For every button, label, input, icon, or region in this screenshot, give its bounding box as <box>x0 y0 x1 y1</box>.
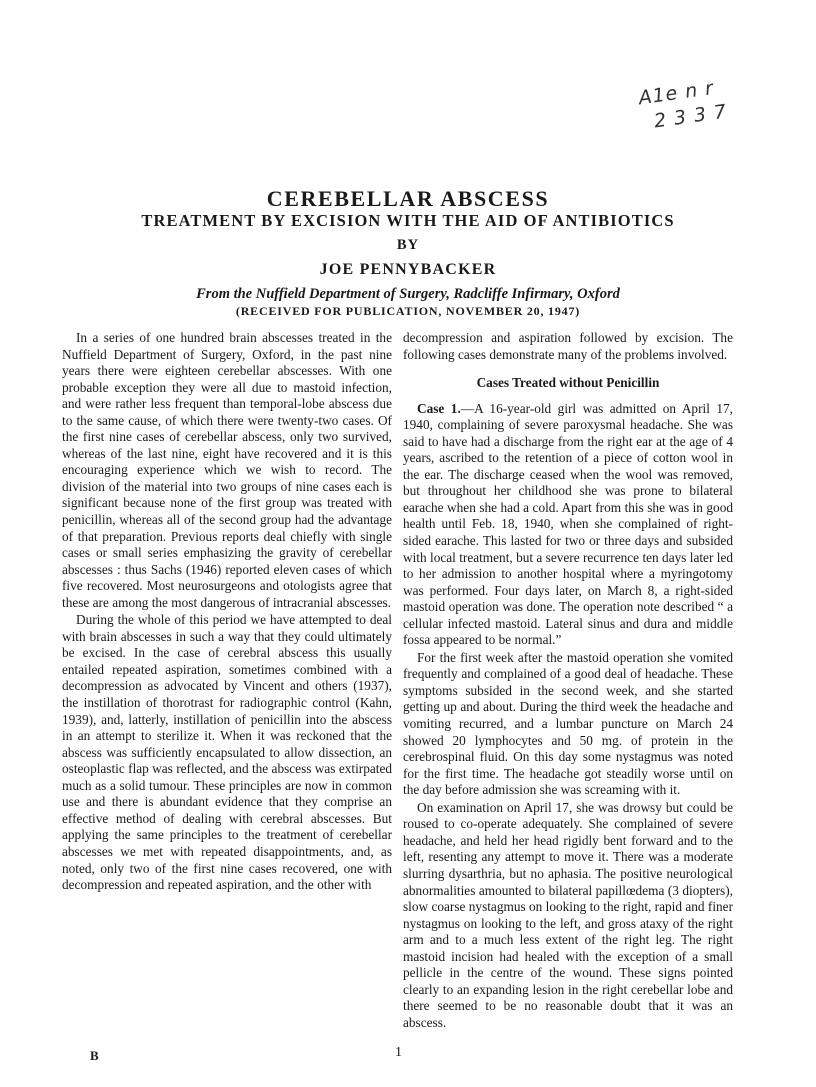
signature-mark: B <box>90 1048 99 1063</box>
section-heading: Cases Treated without Penicillin <box>476 375 660 391</box>
left-column <box>62 330 392 895</box>
continuation-paragraph: decompression and aspiration followed by excision. The following cases demonstrate many of the problems involved. <box>403 330 733 362</box>
received-date: (RECEIVED FOR PUBLICATION, NOVEMBER 20, 1947) <box>235 304 581 318</box>
case1-label: Case 1. <box>417 400 461 416</box>
case1-paragraph-2: For the first week after the mastoid operation she vomited frequently and complained of a good deal of headache. These symptoms subsided in the second week, and she started getting up and about. During the third week the headache and vomiting recurred, and a lumbar puncture on March 24 showed 20 lymphocytes and 50 mg. of protein in the cerebrospinal fluid. On this day some nystagmus was noted for the first time. The headache got steadily worse until on the day before admission she was screaming with it. <box>403 649 733 798</box>
byline-label: BY <box>396 237 420 253</box>
intro-paragraph: In a series of one hundred brain abscesses treated in the Nuffield Department of Surgery, Oxford, in the past nine years there were eighteen cerebellar abscesses. With one probable exception they were all due to mastoid infection, and were rather less frequent than temporal-lobe abscess due to the same cause, of which there were twenty-two cases. Of the first nine cases of cerebellar abscess, only two survived, whereas of the last nine, eight have recovered and it is this encouraging experience which we wish to record. The division of the material into two groups of nine cases each is significant because none of the first group was treated with penicillin, whereas all of the second group had the advantage of that preparation. Previous reports deal chiefly with single cases or small series emphasizing the gravity of cerebellar abscesses : thus Sachs (1946) reported eleven cases of which five recovered. Most neurosurgeons and otologists agree that these are among the most dangerous of intracranial abscesses. <box>62 330 392 610</box>
right-column <box>403 330 733 1032</box>
case1-paragraph-3: On examination on April 17, she was drowsy but could be roused to co-operate adequately. She complained of severe headache, and held her head rigidly bent forward and to the left, resenting any attempt to move it. There was a moderate slurring dysarthria, but no aphasia. The positive neurological abnormalities amounted to bilateral papillœdema (3 diopters), slow coarse nystagmus on looking to the right, rapid and finer nystagmus on looking to the left, and gross ataxy of the right arm and to a much less extent of the right leg. The right mastoid incision had healed with the exception of a small pellicle in the centre of the wound. These signs pointed clearly to an expanding lesion in the right cerebellar lobe and there seemed to be no reasonable doubt that it was an abscess. <box>403 799 733 1030</box>
methods-paragraph: During the whole of this period we have attempted to deal with brain abscesses in such a way that they could ultimately be excised. In the case of cerebral abscess this usually entailed repeated aspiration, sometimes combined with a decompression as advocated by Vincent and others (1937), the instillation of thorotrast for radiographic control (Kahn, 1939), and, latterly, instillation of penicillin into the abscess in an attempt to sterilize it. When it was reckoned that the abscess was sufficiently encapsulated to allow dissection, an osteoplastic flap was reflected, and the abscess was extirpated much as a solid tumour. These principles are now in common use and there is abundant evidence that they comprise an effective method of dealing with cerebral abscesses. But applying the same principles to the treatment of cerebellar abscesses we met with repeated disappointments, and, as noted, only two of the first nine cases recovered, one with decompression and repeated aspiration, and the other with <box>62 612 392 893</box>
handwritten-annotation <box>637 70 763 136</box>
author-affiliation: From the Nuffield Department of Surgery, Radcliffe Infirmary, Oxford <box>196 286 620 302</box>
article-title: CEREBELLAR ABSCESS <box>266 186 550 211</box>
article-subtitle: TREATMENT BY EXCISION WITH THE AID OF ANTIBIOTICS <box>141 211 675 230</box>
case1-paragraph-1 <box>403 401 733 649</box>
annotation-line-1: A1e n r <box>637 77 716 110</box>
case1-paragraph-1-text: —A 16-year-old girl was admitted on April 17, 1940, complaining of severe paroxysmal headache. She was said to have had a discharge from the right ear at the age of 4 years, ascribed to the retention of a piece of cotton wool in the ear. The discharge ceased when the wool was removed, but throughout her childhood she was prone to bilateral earache when she had a cold. Apart from this she was in good health until Feb. 18, 1940, when she complained of right-sided earache. This lasted for two or three days and subsided with local treatment, but a severe recurrence ten days later led to her admission to another hospital where a myringotomy was performed. Four days later, on March 8, a right-sided mastoid operation was done. The operation note described “ a cellular infected mastoid. Lateral sinus and dura and middle fossa appeared to be normal.” <box>403 400 733 648</box>
page-number: 1 <box>395 1045 402 1060</box>
annotation-line-2: 2 3 3 7 <box>652 100 729 133</box>
author-name: JOE PENNYBACKER <box>319 261 497 278</box>
